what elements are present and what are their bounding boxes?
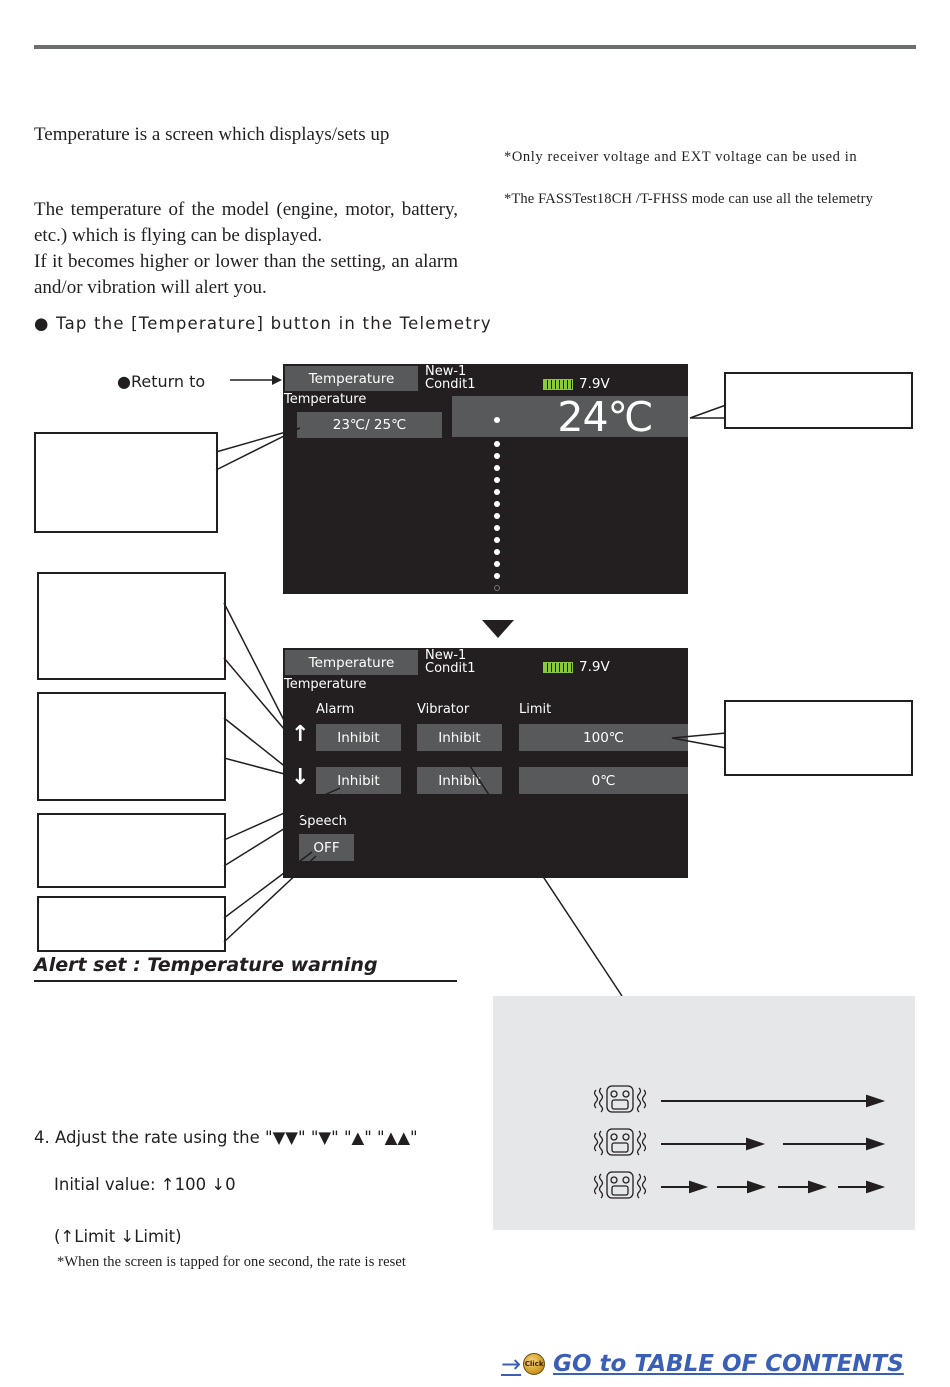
temperature-range-button[interactable]: 23℃/ 25℃ <box>297 412 442 438</box>
speech-label: Speech <box>299 814 347 829</box>
screen2-voltage: 7.9V <box>579 659 610 675</box>
upper-alarm-button[interactable]: Inhibit <box>316 724 401 751</box>
instruction-tap-temperature: ● Tap the [Temperature] button in the Telemetry <box>34 314 492 333</box>
click-icon: Click <box>523 1353 545 1375</box>
column-header-vibrator: Vibrator <box>417 702 470 717</box>
upper-limit-button[interactable]: 100℃ <box>519 724 688 751</box>
alert-set-heading: Alert set : Temperature warning <box>34 954 378 976</box>
intro-para2: The temperature of the model (engine, motor, battery, etc.) which is flying can be displayed. <box>34 199 458 246</box>
note-receiver-voltage: *Only receiver voltage and EXT voltage can be used in <box>504 149 858 165</box>
vibration-types-panel <box>493 996 915 1230</box>
lower-limit-button[interactable]: 0℃ <box>519 767 688 794</box>
screen2-model-name: New-1 <box>425 648 467 663</box>
vibration-patterns-diagram <box>593 1084 893 1210</box>
callout-alarm-select-box <box>37 813 226 888</box>
callout-lower-alarm-box <box>37 692 226 801</box>
speech-toggle-button[interactable]: OFF <box>299 834 354 861</box>
lower-alarm-button[interactable]: Inhibit <box>316 767 401 794</box>
intro-line1: Temperature is a screen which displays/sets up <box>34 124 390 145</box>
step-4-adjust-rate: 4. Adjust the rate using the "▼▼" "▼" "▲" "▲▲" <box>34 1128 418 1147</box>
return-to-label: ●Return to <box>117 372 206 391</box>
intro-para3: If it becomes higher or lower than the setting, an alarm and/or vibration will alert you. <box>34 251 458 298</box>
screen1-title-button[interactable]: Temperature <box>285 366 418 391</box>
callout-limit-box <box>724 700 913 776</box>
screen1-model-name: New-1 <box>425 364 467 379</box>
heading-underline <box>34 980 457 982</box>
dotted-scroll-indicator <box>492 438 504 594</box>
vibration-type-2-icon <box>595 1129 646 1155</box>
vibration-type-1-icon <box>595 1086 646 1112</box>
screen2-title-button[interactable]: Temperature <box>285 650 418 675</box>
battery-icon <box>543 379 573 390</box>
toc-link[interactable] <box>501 1350 904 1378</box>
top-rule <box>34 45 916 49</box>
callout-speech-box <box>37 896 226 952</box>
rate-reset-note: *When the screen is tapped for one second, the rate is reset <box>57 1254 407 1270</box>
upper-vibrator-button[interactable]: Inhibit <box>417 724 502 751</box>
screen1-section-label: Temperature <box>284 392 367 407</box>
return-arrow-icon <box>228 372 284 388</box>
vibration-type-3-icon <box>595 1172 646 1198</box>
upper-limit-arrow-icon: ↑ <box>291 722 310 747</box>
battery-icon <box>543 662 573 673</box>
lower-limit-arrow-icon: ↓ <box>291 765 310 790</box>
lower-vibrator-button[interactable]: Inhibit <box>417 767 502 794</box>
down-arrow-icon <box>482 618 514 640</box>
current-temperature-display <box>452 392 688 441</box>
screen2-section-label: Temperature <box>284 677 367 692</box>
note-fasstest: *The FASSTest18CH /T-FHSS mode can use all the telemetry <box>504 191 874 207</box>
screen2-condition: Condit1 <box>425 661 476 676</box>
limit-legend: (↑Limit ↓Limit) <box>54 1227 182 1246</box>
column-header-limit: Limit <box>519 702 552 717</box>
column-header-alarm: Alarm <box>316 702 355 717</box>
temperature-setting-screen <box>283 648 688 878</box>
toc-arrow-icon: → <box>501 1350 522 1378</box>
temperature-display-screen <box>283 364 688 594</box>
screen1-condition: Condit1 <box>425 377 476 392</box>
callout-range-box <box>34 432 218 533</box>
toc-link-label[interactable]: GO to TABLE OF CONTENTS <box>553 1351 904 1377</box>
current-temperature-value: 24℃ <box>557 392 653 441</box>
initial-value: Initial value: ↑100 ↓0 <box>54 1175 236 1194</box>
callout-current-temp-box <box>724 372 913 429</box>
callout-upper-alarm-box <box>37 572 226 680</box>
screen1-voltage: 7.9V <box>579 376 610 392</box>
graph-dot <box>494 417 500 423</box>
